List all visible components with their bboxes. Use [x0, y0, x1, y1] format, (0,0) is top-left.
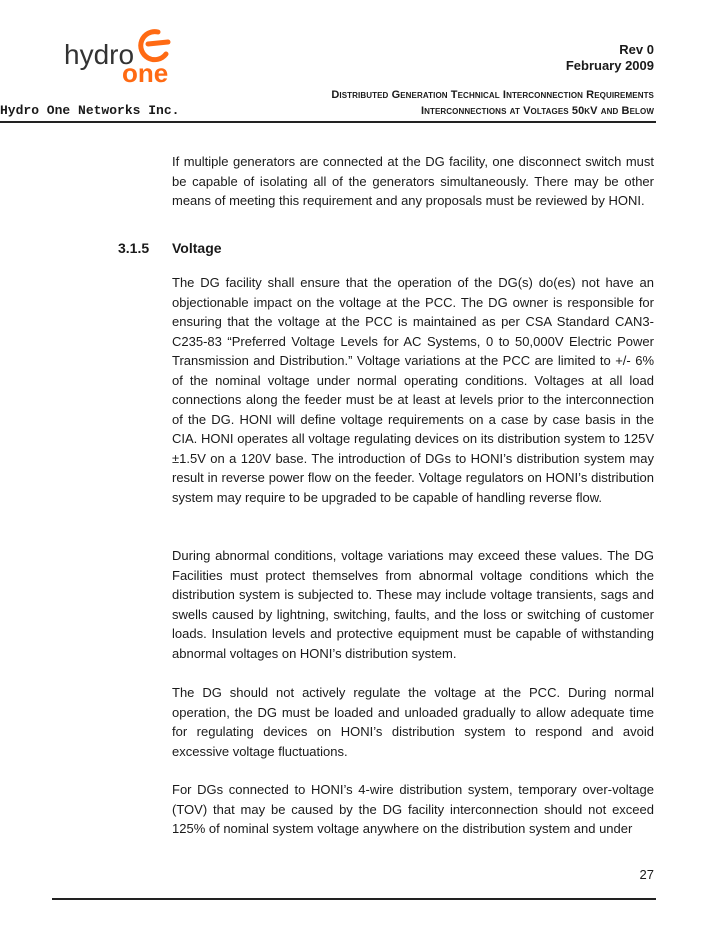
paragraph-text: The DG should not actively regulate the voltage at the PCC. During normal operation, the DG must be loaded and unloaded gradually to allow adequate time for regulating devices on HONI’s distribution system to respond and avoid excessive voltage fluctuations. — [172, 685, 654, 759]
logo-text-hydro: hydro — [64, 39, 135, 70]
paragraph-text: During abnormal conditions, voltage variations may exceed these values. The DG Facilities must protect themselves from abnormal voltage conditions which the distribution system is subjected to. These may include voltage transients, sags and swells caused by lightning, switching, faults, and the loss or switching of customer loads. Insulation levels and protective equipment must be capable of withstanding abnormal voltages on HONI’s distribution system. — [172, 548, 654, 661]
paragraph-tov — [172, 780, 654, 839]
paragraph-voltage-regulation — [172, 683, 654, 761]
paragraph-text: If multiple generators are connected at the DG facility, one disconnect switch must be capable of isolating all of the generators simultaneously. There may be other means of meeting this requirement and any proposals must be reviewed by HONI. — [172, 154, 654, 208]
section-number: 3.1.5 — [118, 240, 150, 256]
document-title-line-2: Interconnections at Voltages 50kV and Below — [420, 105, 654, 117]
revision-date: February 2009 — [565, 58, 654, 73]
logo-swirl-icon — [141, 32, 168, 60]
revision-block — [566, 42, 654, 74]
paragraph-voltage-requirements — [172, 273, 654, 507]
page-number: 27 — [639, 867, 654, 882]
revision-label: Rev 0 — [619, 42, 654, 57]
hydro-one-logo — [40, 24, 180, 84]
section-title: Voltage — [172, 240, 222, 256]
document-title-line-1: Distributed Generation Technical Interconnection Requirements — [331, 89, 654, 101]
paragraph-text: For DGs connected to HONI’s 4-wire distribution system, temporary over-voltage (TOV) that may be caused by the DG facility interconnection should not exceed 125% of nominal system voltage anywhere on the distribution system and under — [172, 782, 654, 836]
header-divider — [0, 121, 656, 123]
paragraph-multiple-generators — [172, 152, 654, 211]
paragraph-abnormal-conditions — [172, 546, 654, 663]
company-name: Hydro One Networks Inc. — [0, 103, 180, 118]
logo-text-one: one — [122, 58, 169, 84]
footer-divider — [52, 898, 656, 900]
document-title — [331, 87, 654, 119]
paragraph-text: The DG facility shall ensure that the operation of the DG(s) do(es) not have an objectionable impact on the voltage at the PCC. The DG owner is responsible for ensuring that the voltage at the PCC is maintained as per CSA Standard CAN3-C235-83 “Preferred Voltage Levels for AC Systems, 0 to 50,000V Electric Power Transmission and Distribution.” Voltage variations at the PCC are limited to +/- 6% of the nominal voltage under normal operating conditions. Voltages at all load connections along the feeder must be at least at levels prior to the interconnection of the DG. HONI will define voltage requirements on a case by case basis in the CIA. HONI operates all voltage regulating devices on its distribution system to 125V ±1.5V on a 120V base. The introduction of DGs to HONI’s distribution system may result in reverse power flow on the feeder. Voltage regulators on HONI’s distribution system may require to be upgraded to be capable of handling reverse flow. — [172, 275, 654, 505]
